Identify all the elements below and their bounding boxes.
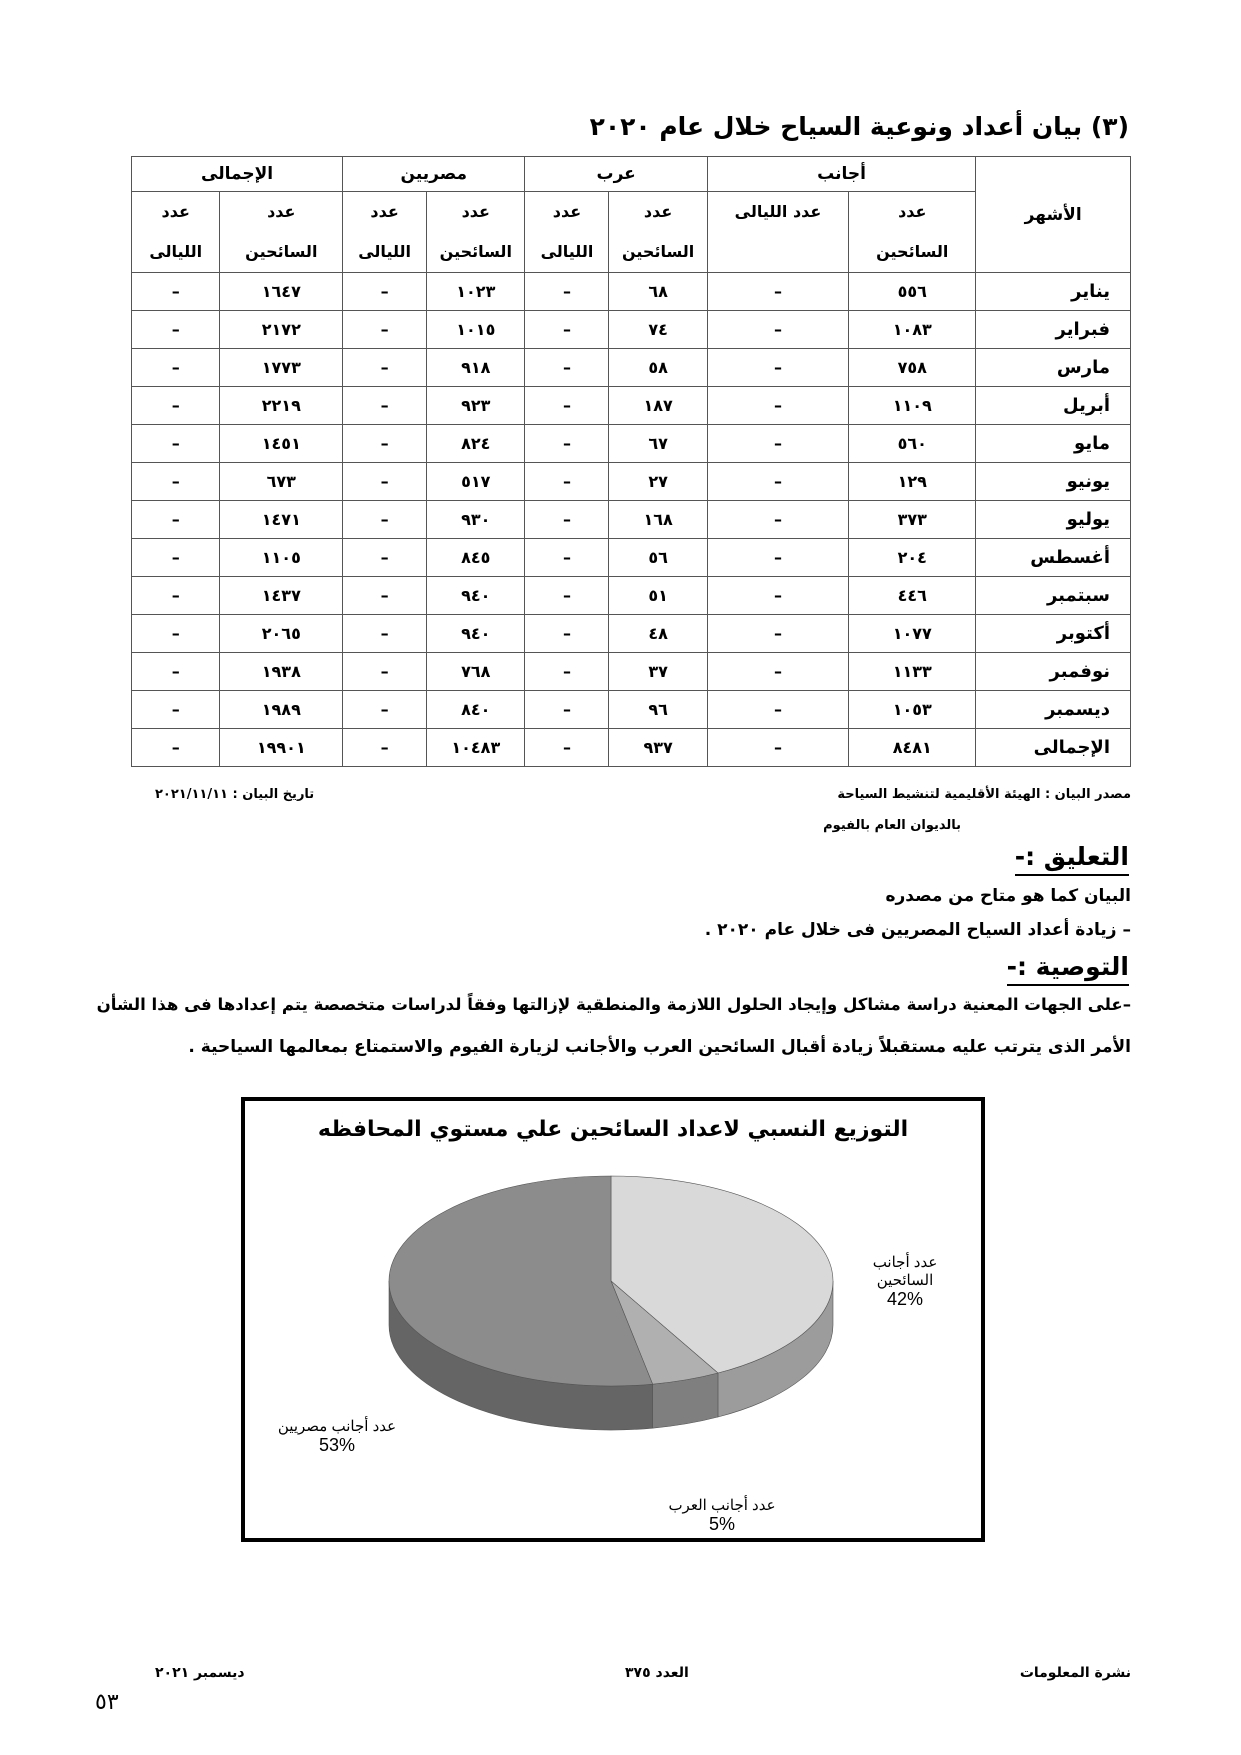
value-cell: – [132,273,220,311]
value-cell: ١٤٥١ [220,425,343,463]
month-cell: الإجمالى [976,729,1131,767]
egyptian-header: مصريين [343,157,525,192]
value-cell: ٢٧ [609,463,707,501]
value-cell: ٤٤٦ [849,577,976,615]
value-cell: – [707,577,848,615]
value-cell: – [525,729,609,767]
value-cell: ١٧٧٣ [220,349,343,387]
total-visitors-header: عدد السائحين [220,192,343,273]
value-cell: ١٠٥٣ [849,691,976,729]
slice-label-egyptian: عدد أجانب مصريين 53% [277,1418,397,1455]
table-row [132,387,1131,425]
value-cell: ٣٧٣ [849,501,976,539]
value-cell: ١٦٤٧ [220,273,343,311]
value-cell: – [525,349,609,387]
egyptian-nights-header: عدد الليالى [343,192,427,273]
value-cell: ١٨٧ [609,387,707,425]
value-cell: ٨٤٠ [427,691,525,729]
value-cell: – [343,729,427,767]
value-cell: ٥١٧ [427,463,525,501]
table-row [132,501,1131,539]
comment-line-1: البيان كما هو متاح من مصدره [885,886,1131,906]
value-cell: – [132,501,220,539]
table-body [132,273,1131,767]
value-cell: – [707,463,848,501]
value-cell: ١٤٧١ [220,501,343,539]
foreign-header: أجانب [707,157,976,192]
slice-label-arab: عدد أجانب العرب 5% [668,1497,776,1534]
footer-publication: نشرة المعلومات [1019,1665,1131,1681]
value-cell: ٩٢٣ [427,387,525,425]
value-cell: ١٠٢٣ [427,273,525,311]
value-cell: ٨٢٤ [427,425,525,463]
month-cell: مايو [976,425,1131,463]
value-cell: – [343,463,427,501]
value-cell: – [525,615,609,653]
value-cell: – [707,349,848,387]
value-cell: – [132,729,220,767]
value-cell: ١٩٩٠١ [220,729,343,767]
month-cell: نوفمبر [976,653,1131,691]
tourists-table [131,156,1131,767]
table-row [132,615,1131,653]
value-cell: – [525,463,609,501]
value-cell: ٨٤٥ [427,539,525,577]
value-cell: – [343,691,427,729]
value-cell: ٢٠٦٥ [220,615,343,653]
comment-heading: التعليق :- [1015,842,1129,876]
pie-svg [245,1101,981,1538]
value-cell: ٢١٧٢ [220,311,343,349]
slice-label-foreign: عدد أجانب السائحين 42% [872,1254,938,1309]
value-cell: – [525,311,609,349]
value-cell: ٧٥٨ [849,349,976,387]
value-cell: ٩١٨ [427,349,525,387]
data-date: تاريخ البيان : ٢٠٢١/١١/١١ [155,787,315,802]
value-cell: ٣٧ [609,653,707,691]
value-cell: ٩٤٠ [427,615,525,653]
value-cell: ١٩٣٨ [220,653,343,691]
value-cell: ٤٨ [609,615,707,653]
table-row [132,691,1131,729]
value-cell: – [707,425,848,463]
value-cell: – [707,729,848,767]
month-cell: فبراير [976,311,1131,349]
value-cell: ٥٦ [609,539,707,577]
value-cell: – [132,311,220,349]
total-header: الإجمالى [132,157,343,192]
value-cell: – [525,539,609,577]
value-cell: – [343,311,427,349]
value-cell: – [132,691,220,729]
value-cell: ٥٥٦ [849,273,976,311]
chart-title: التوزيع النسبي لاعداد السائحين علي مستوي المحافظه [317,1117,909,1142]
egyptian-visitors-header: عدد السائحين [427,192,525,273]
month-cell: سبتمبر [976,577,1131,615]
value-cell: – [343,653,427,691]
value-cell: ٦٧ [609,425,707,463]
table-row [132,729,1131,767]
foreign-visitors-header: عدد السائحين [849,192,976,273]
value-cell: ٩٦ [609,691,707,729]
value-cell: – [132,577,220,615]
value-cell: ١٩٨٩ [220,691,343,729]
value-cell: – [343,273,427,311]
month-cell: أغسطس [976,539,1131,577]
value-cell: – [132,387,220,425]
value-cell: – [707,653,848,691]
foreign-nights-header: عدد الليالى [707,192,848,273]
value-cell: ٩٤٠ [427,577,525,615]
value-cell: – [132,653,220,691]
value-cell: – [525,387,609,425]
month-cell: أكتوبر [976,615,1131,653]
month-cell: يونيو [976,463,1131,501]
value-cell: ٧٤ [609,311,707,349]
value-cell: ٥٨ [609,349,707,387]
value-cell: – [525,653,609,691]
value-cell: ١٦٨ [609,501,707,539]
table-row [132,653,1131,691]
value-cell: ١٠٨٣ [849,311,976,349]
table-row [132,577,1131,615]
arab-nights-header: عدد الليالى [525,192,609,273]
value-cell: – [343,539,427,577]
month-cell: يناير [976,273,1131,311]
value-cell: ١١٣٣ [849,653,976,691]
value-cell: – [343,615,427,653]
recommendation-line-2: الأمر الذى يترتب عليه مستقبلاً زيادة أقبال السائحين العرب والأجانب لزيارة الفيوم والاستمتاع بمعالمها السياحية . [188,1037,1131,1057]
source-note-line2: بالديوان العام بالفيوم [823,818,961,833]
month-cell: يوليو [976,501,1131,539]
value-cell: ١٢٩ [849,463,976,501]
value-cell: – [343,349,427,387]
table-row [132,463,1131,501]
value-cell: – [525,501,609,539]
value-cell: – [343,577,427,615]
months-header: الأشهر [976,157,1131,273]
value-cell: – [707,273,848,311]
value-cell: – [707,311,848,349]
table-row [132,539,1131,577]
month-cell: ديسمبر [976,691,1131,729]
value-cell: ١٠٧٧ [849,615,976,653]
pie-chart [241,1097,985,1542]
value-cell: – [132,463,220,501]
total-nights-header: عدد الليالى [132,192,220,273]
value-cell: – [343,387,427,425]
source-note: مصدر البيان : الهيئة الأقليمية لتنشيط السياحة [837,787,1131,802]
value-cell: ٨٤٨١ [849,729,976,767]
value-cell: ٦٨ [609,273,707,311]
table-row [132,273,1131,311]
value-cell: – [132,425,220,463]
value-cell: ١١٠٥ [220,539,343,577]
value-cell: – [525,425,609,463]
arab-header: عرب [525,157,707,192]
page-number: ٥٣ [95,1690,119,1715]
value-cell: – [707,539,848,577]
value-cell: ٥١ [609,577,707,615]
value-cell: – [525,273,609,311]
value-cell: – [707,387,848,425]
value-cell: ٩٣٧ [609,729,707,767]
value-cell: – [132,615,220,653]
comment-line-2: – زيادة أعداد السياح المصريين فى خلال عام ٢٠٢٠ . [704,920,1131,940]
value-cell: ٦٧٣ [220,463,343,501]
arab-visitors-header: عدد السائحين [609,192,707,273]
value-cell: – [525,577,609,615]
table-row [132,425,1131,463]
value-cell: – [707,615,848,653]
month-cell: مارس [976,349,1131,387]
value-cell: – [343,501,427,539]
value-cell: ١٤٣٧ [220,577,343,615]
value-cell: ١١٠٩ [849,387,976,425]
value-cell: ٧٦٨ [427,653,525,691]
value-cell: ٩٣٠ [427,501,525,539]
value-cell: ٥٦٠ [849,425,976,463]
table-row [132,311,1131,349]
footer-issue: العدد ٣٧٥ [625,1665,689,1681]
value-cell: – [132,349,220,387]
value-cell: – [707,691,848,729]
value-cell: ٢٢١٩ [220,387,343,425]
value-cell: – [525,691,609,729]
recommendation-line-1: –على الجهات المعنية دراسة مشاكل وإيجاد الحلول اللازمة والمنطقية لإزالتها وفقاً لدراسات متخصصة يتم إعدادها فى هذا الشأن [96,995,1131,1014]
recommendation-heading: التوصية :- [1007,952,1129,986]
value-cell: ٢٠٤ [849,539,976,577]
value-cell: – [132,539,220,577]
value-cell: – [343,425,427,463]
value-cell: ١٠٤٨٣ [427,729,525,767]
page-title: (٣) بيان أعداد ونوعية السياح خلال عام ٢٠٢٠ [589,112,1129,141]
month-cell: أبريل [976,387,1131,425]
value-cell: – [707,501,848,539]
footer-date: ديسمبر ٢٠٢١ [155,1665,245,1681]
value-cell: ١٠١٥ [427,311,525,349]
table-row [132,349,1131,387]
